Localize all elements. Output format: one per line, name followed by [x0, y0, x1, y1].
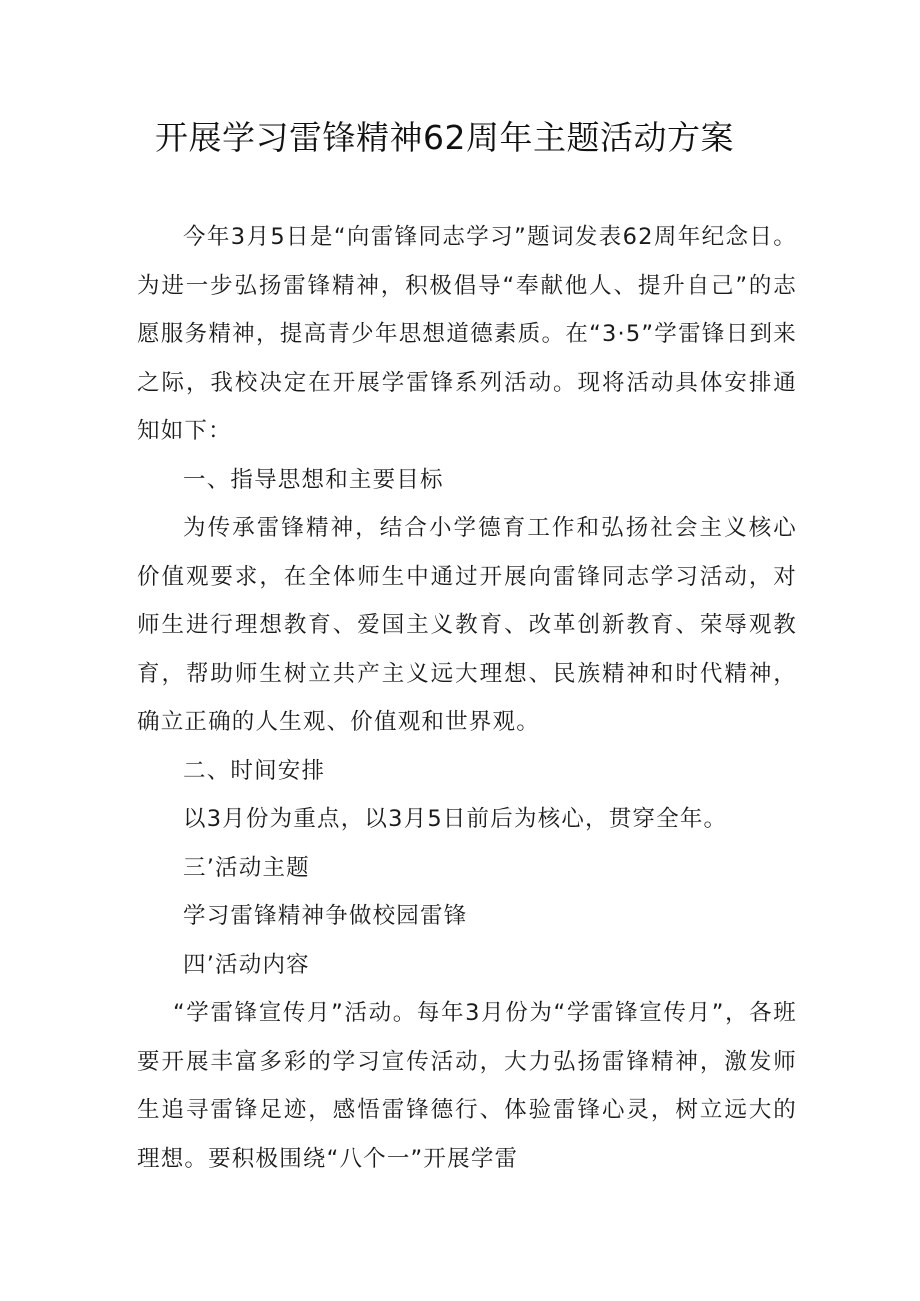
document-body [137, 213, 797, 1183]
theme-paragraph: 学习雷锋精神争做校园雷锋 [183, 903, 468, 929]
section-heading-theme: 三’活动主题 [183, 854, 310, 881]
content-paragraph: “学雷锋宣传月”活动。每年3月份为“学雷锋宣传月”，各班要开展丰富多彩的学习宣传活动，大力弘扬雷锋精神，激发师生追寻雷锋足迹，感悟雷锋德行、体验雷锋心灵，树立远大的理想。要积极围绕“八个一”开展学雷 [137, 1000, 797, 1172]
document-title: 开展学习雷锋精神62周年主题活动方案 [155, 118, 734, 157]
guiding-thought-paragraph: 为传承雷锋精神，结合小学德育工作和弘扬社会主义核心价值观要求，在全体师生中通过开展向雷锋同志学习活动，对师生进行理想教育、爱国主义教育、改革创新教育、荣辱观教育，帮助师生树立共产主义远大理想、民族精神和时代精神，确立正确的人生观、价值观和世界观。 [137, 515, 797, 735]
schedule-paragraph: 以3月份为重点，以3月5日前后为核心，贯穿全年。 [183, 806, 728, 832]
section-heading-guiding-thought: 一、指导思想和主要目标 [183, 466, 444, 493]
intro-paragraph: 今年3月5日是“向雷锋同志学习”题词发表62周年纪念日。为进一步弘扬雷锋精神，积极倡导“奉献他人、提升自己”的志愿服务精神，提高青少年思想道德素质。在“3·5”学雷锋日到来之际，我校决定在开展学雷锋系列活动。现将活动具体安排通知如下： [137, 224, 797, 444]
section-heading-schedule: 二、时间安排 [183, 757, 326, 784]
section-heading-content: 四’活动内容 [183, 951, 310, 978]
